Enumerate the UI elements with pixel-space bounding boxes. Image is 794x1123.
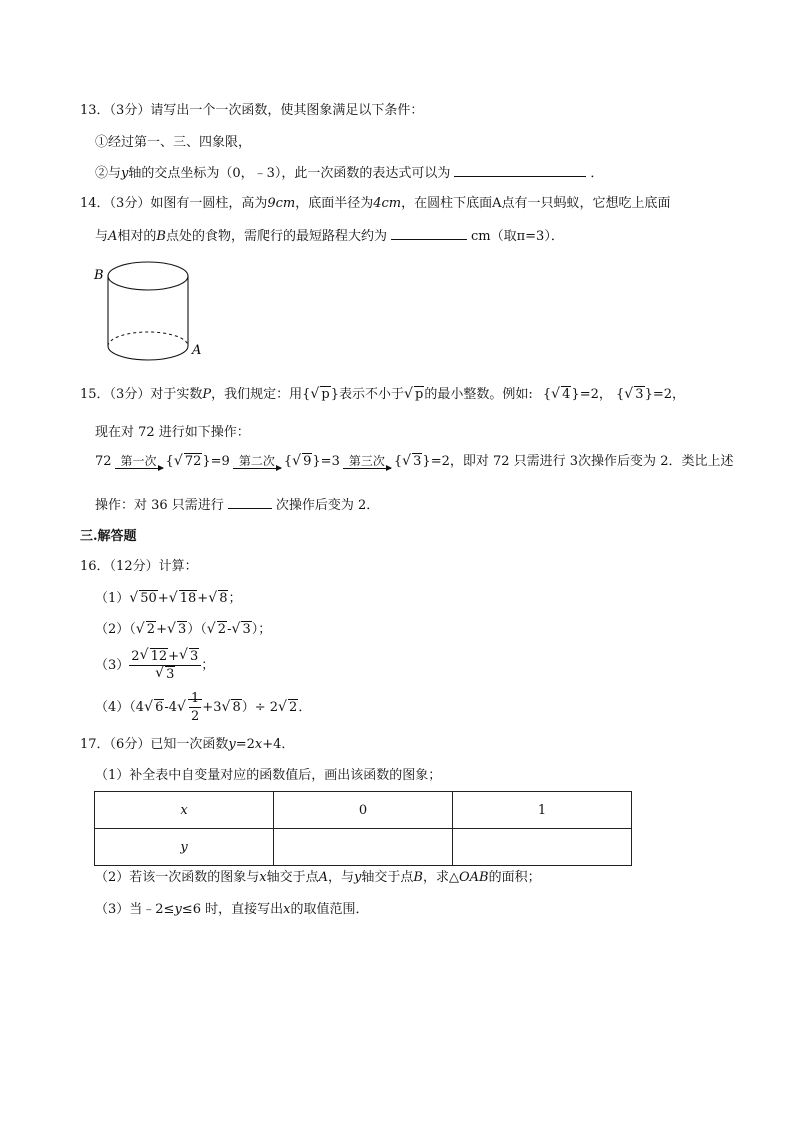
q15-line-1 — [80, 386, 685, 404]
radicand: 3 — [190, 649, 199, 664]
text: +4． — [262, 737, 295, 752]
op: + — [157, 591, 169, 606]
text: =9 — [210, 454, 230, 469]
op: + — [197, 591, 209, 606]
q14-line-2 — [95, 227, 564, 246]
sqrt — [232, 621, 251, 639]
numerator — [129, 648, 201, 666]
arrow-label: 第二次 — [238, 454, 275, 468]
radicand: p — [415, 387, 424, 402]
op: + — [168, 649, 180, 664]
q17-sub-2 — [95, 869, 541, 887]
label-a: A — [192, 343, 202, 358]
radicand: p — [321, 387, 330, 402]
radicand: 8 — [219, 591, 228, 606]
radicand: 8 — [232, 700, 241, 715]
radicand: 2 — [146, 622, 156, 637]
q16-part-3 — [95, 648, 214, 684]
arrow-label: 第一次 — [120, 454, 157, 468]
text: =2， — [579, 387, 612, 402]
sqrt — [405, 386, 424, 404]
text: =2，即对 72 只需进行 3次操作后变为 2．类比上述 — [430, 454, 734, 469]
radicand: 4 — [562, 387, 571, 402]
text: 次操作后变为 2． — [275, 498, 380, 513]
text: ②与 — [95, 166, 122, 181]
table-cell: y — [95, 829, 274, 866]
triangle-oab: OAB — [458, 870, 489, 885]
var-y: y — [174, 902, 182, 917]
answer-blank-13[interactable] — [454, 164, 586, 177]
sqrt — [180, 648, 199, 665]
section-heading: 三.解答题 — [80, 529, 137, 544]
punct: ； — [228, 591, 242, 606]
text: 的最小整数。例如: — [424, 387, 533, 402]
value-radius: 4 — [373, 196, 382, 211]
table-cell-empty[interactable] — [453, 829, 632, 866]
q16-part-2 — [95, 621, 271, 639]
sqrt — [209, 590, 228, 608]
table-cell-empty[interactable] — [274, 829, 453, 866]
text: （4 — [129, 700, 145, 715]
sqrt — [552, 386, 571, 404]
punct: ． — [298, 700, 312, 715]
answer-blank-14[interactable] — [391, 227, 467, 240]
sqrt — [130, 590, 158, 608]
label: （2） — [95, 622, 130, 637]
text: ）÷ 2 — [241, 700, 279, 715]
brace: { — [165, 454, 174, 469]
table-row — [95, 792, 632, 829]
arrow-1 — [115, 455, 163, 469]
arrow-line — [343, 468, 391, 469]
sqrt — [403, 452, 422, 472]
radicand: 6 — [155, 700, 164, 715]
sqrt — [222, 690, 241, 726]
q17-head — [80, 736, 294, 754]
radicand: 9 — [303, 454, 312, 469]
q17-sub-3 — [95, 901, 368, 919]
text: =2， — [652, 387, 686, 402]
arrow-3 — [343, 455, 391, 469]
denominator — [129, 666, 201, 683]
radicand: 12 — [150, 649, 168, 664]
value-height: 9 — [267, 196, 276, 211]
arrow-label: 第三次 — [348, 454, 385, 468]
label: （4） — [95, 700, 130, 715]
text: ，底面半径为 — [295, 196, 374, 211]
text: 轴交于点 — [361, 870, 414, 885]
text: ． — [590, 166, 604, 181]
text: ，与 — [328, 870, 355, 885]
brace: } — [644, 387, 653, 402]
var-x: x — [254, 737, 263, 752]
sqrt — [625, 386, 644, 404]
text: ，在圆柱下底面A点有一只蚂蚁，它想吃上底面 — [401, 196, 671, 211]
text: ≤6 时，直接写出 — [181, 902, 284, 917]
op: + — [156, 622, 167, 637]
fraction — [129, 648, 201, 683]
table-cell: 1 — [453, 792, 632, 829]
text: 的取值范围． — [290, 902, 369, 917]
sqrt — [145, 690, 164, 726]
text: +3 — [202, 700, 222, 715]
point-b: B — [156, 229, 166, 244]
arrow-line — [115, 468, 163, 469]
text: cm（取π=3）． — [471, 229, 564, 244]
radicand: 18 — [179, 591, 197, 606]
brace: { — [302, 387, 311, 402]
punct: ； — [258, 622, 272, 637]
text: =2 — [235, 737, 255, 752]
arrow-line — [233, 468, 281, 469]
text: （2）若该一次函数的图象与 — [95, 870, 260, 885]
brace: { — [393, 454, 403, 469]
text: 15．（3分）对于实数 — [80, 387, 203, 402]
cylinder-top — [108, 262, 188, 290]
sqrt — [137, 621, 156, 639]
q16-head: 16．（12分）计算： — [80, 559, 198, 574]
radicand: 50 — [140, 591, 157, 606]
text: 与 — [95, 229, 109, 244]
text: 17．（6分）已知一次函数 — [80, 737, 229, 752]
radicand — [188, 691, 202, 724]
numerator: √ 1 — [191, 691, 200, 706]
cylinder-figure — [92, 258, 212, 370]
brace: } — [202, 454, 211, 469]
brace: } — [312, 454, 321, 469]
radicand: 72 — [184, 454, 202, 469]
q15-line-4 — [95, 496, 379, 515]
punct: ； — [201, 658, 215, 673]
text: =3 — [320, 454, 340, 469]
var-p: P — [202, 387, 212, 402]
brace: } — [330, 387, 339, 402]
text: 表示不小于 — [338, 387, 404, 402]
radicand: 2 — [289, 700, 298, 715]
var-y: y — [121, 166, 129, 181]
text: 轴的交点坐标为（0，﹣3），此一次函数的表达式可以为 — [128, 166, 451, 181]
label-b: B — [94, 268, 104, 283]
q15-operation-chain — [95, 452, 733, 472]
q13-condition-2 — [95, 164, 603, 183]
q15-line-2: 现在对 72 进行如下操作： — [95, 425, 250, 440]
brace: } — [422, 454, 431, 469]
text: ，求△ — [422, 870, 459, 885]
text: 操作：对 36 只需进行 — [95, 498, 224, 513]
brace: } — [571, 387, 580, 402]
unit: cm — [275, 196, 296, 211]
radicand: 3 — [177, 622, 187, 637]
var-x: x — [283, 902, 291, 917]
radicand: 3 — [242, 622, 251, 637]
point-a: A — [108, 229, 118, 244]
paren: （ — [200, 622, 207, 637]
label: （1） — [95, 591, 130, 606]
q16-part-1 — [95, 590, 241, 608]
table-cell: x — [95, 792, 274, 829]
text: （3）当﹣2≤ — [95, 902, 175, 917]
sqrt — [168, 621, 187, 639]
text: 相对的 — [117, 229, 157, 244]
text: 的面积； — [488, 870, 541, 885]
q13-condition-1: ①经过第一、三、四象限， — [95, 135, 252, 150]
text: -4 — [164, 700, 178, 715]
brace: { — [542, 387, 552, 402]
q17-sub-1: （1）补全表中自变量对应的函数值后，画出该函数的图象； — [95, 768, 442, 783]
paren: ） — [251, 622, 259, 637]
sqrt — [170, 590, 198, 608]
brace: { — [616, 387, 625, 402]
radicand: 2 — [217, 622, 227, 637]
function-value-table — [94, 791, 632, 866]
q13-head: 13．（3分）请写出一个一次函数，使其图象满足以下条件： — [80, 103, 424, 118]
arrow-2 — [233, 455, 281, 469]
sqrt — [175, 452, 203, 472]
op: - — [227, 622, 232, 637]
table-cell: 0 — [274, 792, 453, 829]
sqrt — [156, 666, 175, 683]
text: 点处的食物，需爬行的最短路程大约为 — [165, 229, 387, 244]
cylinder-bottom-front — [108, 346, 188, 360]
paren: ） — [187, 622, 201, 637]
q16-part-4 — [95, 690, 311, 726]
coef: 2 — [131, 649, 140, 664]
var-y: y — [354, 870, 362, 885]
q14-line-1 — [80, 195, 671, 213]
var-y: y — [228, 737, 236, 752]
text: ，我们规定：用 — [211, 387, 303, 402]
sqrt — [279, 690, 298, 726]
point-b: B — [413, 870, 423, 885]
text: 14．（3分）如图有一圆柱，高为 — [80, 196, 268, 211]
answer-blank-15[interactable] — [228, 496, 272, 509]
brace: { — [283, 454, 293, 469]
sqrt — [293, 452, 312, 472]
cylinder-bottom-back — [108, 332, 188, 346]
sqrt — [178, 690, 202, 726]
start-value: 72 — [95, 454, 112, 469]
unit: cm — [381, 196, 402, 211]
label: （3） — [95, 658, 130, 673]
radicand: 3 — [635, 387, 644, 402]
denominator: 2 — [191, 709, 200, 724]
var-x: x — [259, 870, 267, 885]
fraction — [189, 690, 201, 725]
sqrt — [141, 648, 169, 665]
sqrt — [208, 621, 227, 639]
table-row — [95, 829, 632, 866]
radicand: 3 — [166, 667, 175, 682]
text: 轴交于点 — [266, 870, 319, 885]
point-a: A — [318, 870, 329, 885]
paren: （ — [129, 622, 136, 637]
sqrt — [311, 386, 330, 404]
radicand: 3 — [413, 454, 422, 469]
